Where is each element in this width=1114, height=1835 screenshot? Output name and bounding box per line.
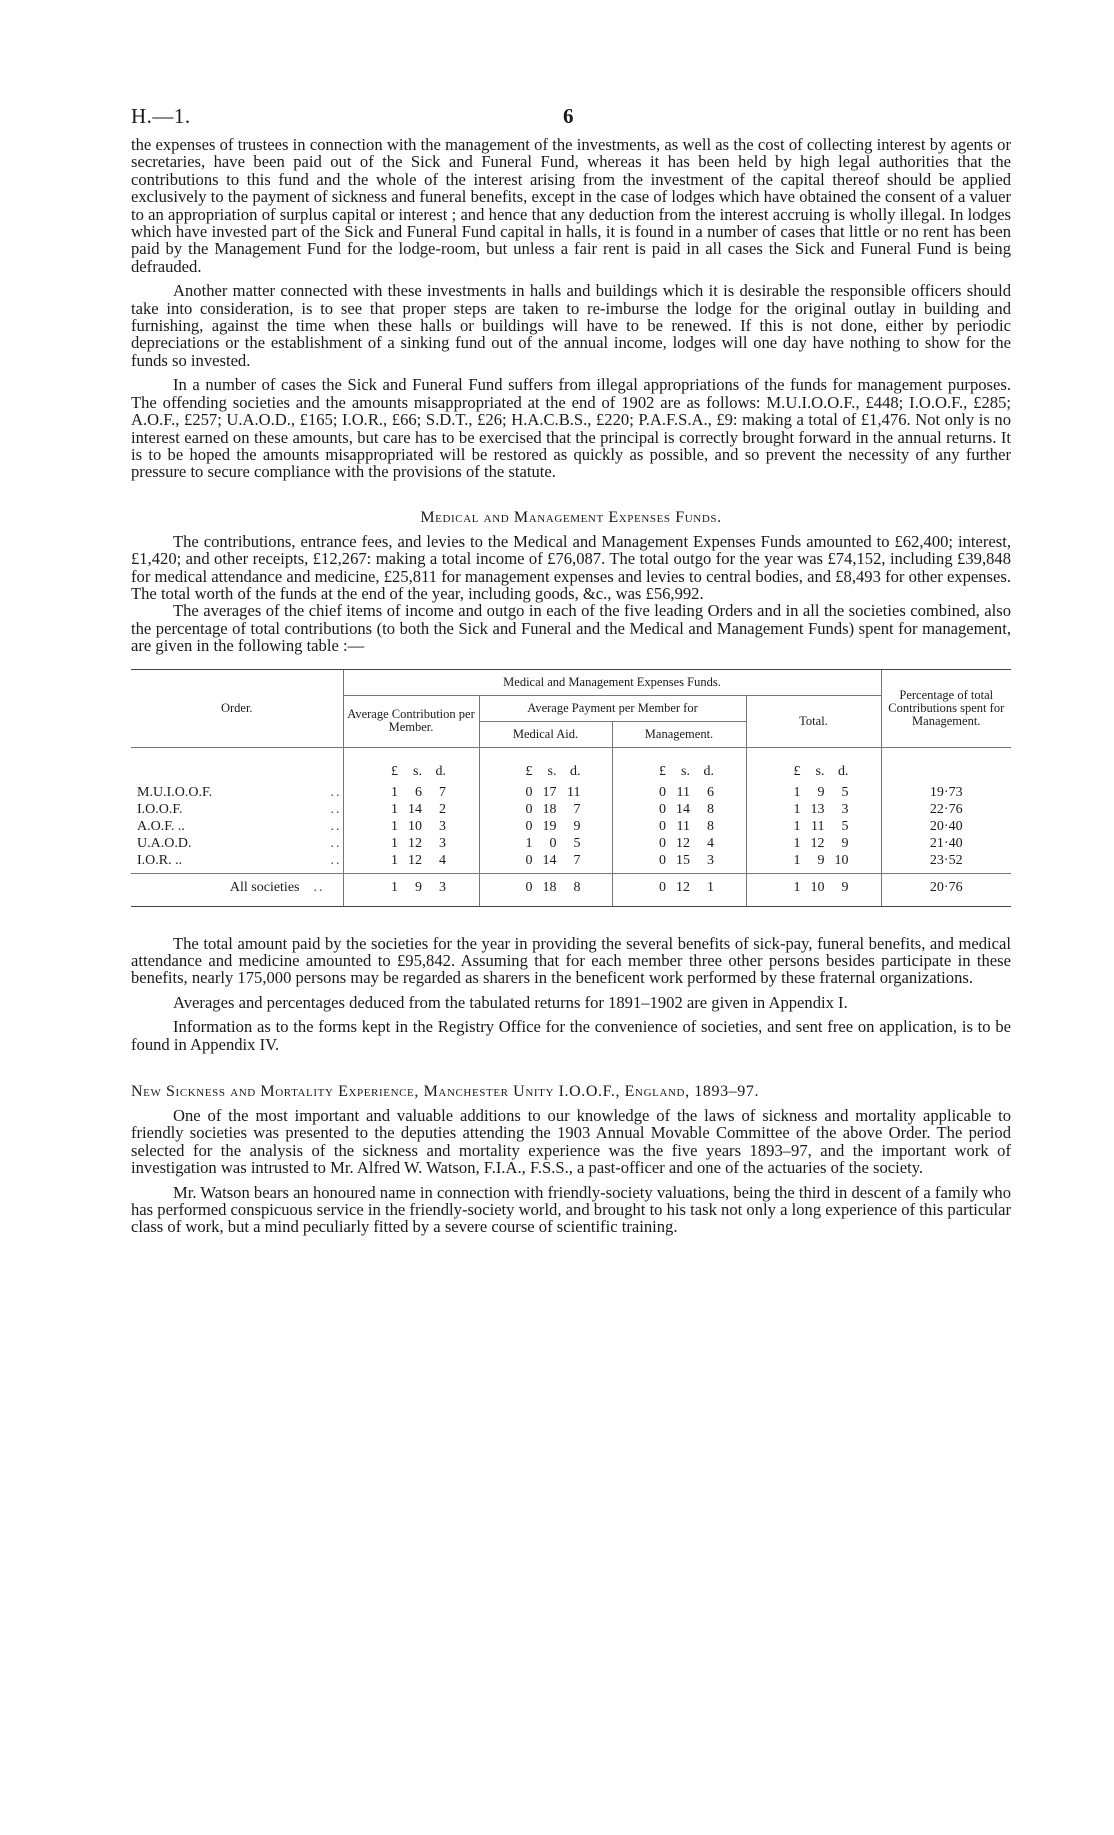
section-heading-medical: Medical and Management Expenses Funds. [420, 508, 722, 526]
header-average-payment: Average Payment per Member for [479, 695, 746, 721]
amount-pence: 7 [439, 784, 446, 800]
page-number: 6 [563, 104, 574, 128]
amount-shillings: 13 [810, 801, 825, 817]
amount-contribution [348, 835, 475, 852]
dot-leader: .. [330, 835, 342, 851]
amount-pounds: 1 [793, 835, 801, 851]
dot-leader: .. [330, 852, 342, 868]
amount-shillings: 12 [408, 852, 422, 868]
amount-shillings: 9 [415, 879, 422, 895]
paragraph-sickness-2: Mr. Watson bears an honoured name in connection with friendly-society valuations, being the third in descent of a family who has performed conspicuous service in the friendly-society world, and brought to his task not only a long experience of this particular class of work, but a mind peculiarly fitted by a severe course of scientific training. [131, 1182, 1011, 1237]
percentage-value: 20·40 [929, 818, 963, 834]
amount-pence: 7 [573, 801, 581, 817]
page-header [131, 96, 1011, 136]
dot-leader: .. [330, 818, 342, 834]
amount-pence: 3 [439, 879, 446, 895]
unit-shilling: s. [547, 763, 557, 779]
amount-pounds: 0 [659, 879, 666, 895]
unit-pound: £ [391, 763, 398, 779]
amount-pounds: 1 [391, 852, 398, 868]
unit-shilling: s. [815, 763, 825, 779]
amount-contribution [348, 852, 475, 869]
paragraph-after-table-2: Averages and percentages deduced from the tabulated returns for 1891–1902 are given in Appendix I. [173, 992, 848, 1012]
order-name [137, 818, 342, 835]
amount-management [617, 835, 742, 852]
all-medical [479, 873, 612, 906]
header-medical-aid: Medical Aid. [479, 721, 612, 747]
header-management: Management. [612, 721, 746, 747]
order-label: I.O.R. .. [137, 852, 183, 868]
amount-pence: 10 [834, 852, 849, 868]
amount-shillings: 18 [542, 879, 557, 895]
document-page [131, 96, 1011, 1243]
all-total [746, 873, 881, 906]
percentage-value: 22·76 [929, 801, 963, 817]
amount-shillings: 14 [676, 801, 690, 817]
all-societies-name: All societies [229, 879, 300, 895]
amount-pence: 1 [707, 879, 714, 895]
dot-leader: .. [313, 879, 325, 895]
amount-pence: 8 [573, 879, 581, 895]
amount-shillings: 9 [817, 784, 825, 800]
amount-shillings: 19 [542, 818, 557, 834]
percentage-value: 21·40 [929, 835, 963, 851]
all-societies-label [131, 873, 343, 906]
amount-pence: 11 [567, 784, 581, 800]
amount-contribution [348, 801, 475, 818]
amount-total [751, 801, 877, 818]
amount-medical [484, 835, 608, 852]
unit-shilling: s. [413, 763, 422, 779]
unit-pence: d. [838, 763, 849, 779]
amount-pounds: 0 [659, 818, 666, 834]
amount-management [617, 801, 742, 818]
amount-pounds: 0 [659, 801, 666, 817]
amount-shillings: 11 [676, 818, 690, 834]
amount-contribution [348, 784, 475, 801]
amount-pence: 5 [841, 818, 849, 834]
header-total: Total. [746, 695, 881, 747]
amount-medical [484, 818, 608, 835]
percentage-value: 19·73 [929, 784, 963, 800]
amount-medical [484, 852, 608, 869]
unit-pence: d. [570, 763, 581, 779]
table-body-rows [131, 780, 1011, 874]
averages-table [131, 669, 1011, 907]
amount-pounds: 1 [793, 879, 801, 895]
amount-pounds: 0 [525, 784, 533, 800]
amount-pounds: 0 [525, 818, 533, 834]
percentage-value: 23·52 [929, 852, 963, 868]
amount-shillings: 14 [408, 801, 422, 817]
order-label: U.A.O.D. [137, 835, 192, 851]
amount-contribution [348, 818, 475, 835]
amount-management [617, 784, 742, 801]
amount-shillings: 12 [408, 835, 422, 851]
all-contribution [343, 873, 479, 906]
amount-shillings: 12 [676, 835, 690, 851]
amount-shillings: 0 [549, 835, 557, 851]
amount-pence: 6 [707, 784, 714, 800]
amount-pence: 3 [707, 852, 714, 868]
amount-pounds: 0 [659, 784, 666, 800]
order-label: M.U.I.O.O.F. [137, 784, 213, 800]
amount-pence: 8 [707, 801, 714, 817]
unit-pound: £ [659, 763, 666, 779]
dot-leader: .. [330, 801, 342, 817]
amount-pence: 9 [841, 835, 849, 851]
amount-pence: 7 [573, 852, 581, 868]
medical-column [479, 780, 612, 874]
amount-shillings: 10 [810, 879, 825, 895]
amount-pence: 9 [573, 818, 581, 834]
all-societies-row [131, 873, 1011, 906]
amount-pence: 9 [841, 879, 849, 895]
amount-pence: 5 [573, 835, 581, 851]
dot-leader: .. [330, 784, 342, 800]
document-reference: H.—1. [131, 104, 191, 128]
order-name [137, 852, 342, 869]
amount-pounds: 1 [391, 835, 398, 851]
amount-pounds: 0 [525, 852, 533, 868]
amount-shillings: 15 [676, 852, 690, 868]
amount-medical [484, 801, 608, 818]
amount-pence: 2 [439, 801, 446, 817]
amount-shillings: 18 [542, 801, 557, 817]
amount-pounds: 1 [391, 784, 398, 800]
order-name [137, 835, 342, 852]
amount-total [751, 852, 877, 869]
amount-management [617, 818, 742, 835]
order-name [137, 784, 342, 801]
paragraph-after-table-3: Information as to the forms kept in the Registry Office for the convenience of societies, and sent free on application, is to be found in Appendix IV. [131, 1017, 1011, 1054]
amount-pence: 4 [439, 852, 446, 868]
header-group-medical-management: Medical and Management Expenses Funds. [343, 670, 881, 696]
amount-pounds: 0 [525, 801, 533, 817]
section-heading-sickness: New Sickness and Mortality Experience, Manchester Unity I.O.O.F., England, 1893–97. [131, 1083, 760, 1100]
paragraph-intro-1: the expenses of trustees in connection with the management of the investments, as well as the cost of collecting interest by agents or secretaries, have been paid out of the Sick and Funeral Fund, whereas it has been held by high legal authorities that the contributions to this fund and the whole of the interest arising from the investment of the capital thereof should be applied exclusively to the payment of sickness and funeral benefits, except in the case of lodges which have obtained the consent of a valuer to an appropriation of surplus capital or interest ; and hence that any deduction from the interest accruing is wholly illegal. In lodges which have invested part of the Sick and Funeral Fund capital in halls, it is found in a number of cases that little or no rent has been paid by the Management Fund for the lodge-room, but unless a fair rent is paid in all cases the Sick and Funeral Fund is being defrauded. [131, 135, 1011, 276]
paragraph-intro-3: In a number of cases the Sick and Funeral Fund suffers from illegal appropriations of the funds for management purposes. The offending societies and the amounts misappropriated at the end of 1902 are as follows: M.U.I.O.O.F., £448; I.O.O.F., £285; A.O.F., £257; U.A.O.D., £165; I.O.R., £66; S.D.T., £26; H.A.C.B.S., £220; P.A.F.S.A., £9: making a total of £1,476. Not only is no interest earned on these amounts, but care has to be exercised that the principal is correctly brought forward in the annual returns. It is to be hoped the amounts misappropriated will be restored as quickly as possible, and so prevent the necessity of any further pressure to secure compliance with the provisions of the statute. [131, 375, 1011, 482]
amount-shillings: 14 [542, 852, 557, 868]
unit-pound: £ [793, 763, 801, 779]
amount-pence: 3 [841, 801, 849, 817]
amount-shillings: 6 [415, 784, 422, 800]
percentage-column [881, 780, 1011, 874]
order-column [131, 780, 343, 874]
paragraph-medical-1: The contributions, entrance fees, and levies to the Medical and Management Expenses Funds amounted to £62,400; interest, £1,420; and other receipts, £12,267: making a total income of £76,087. The total outgo for the year was £74,152, including £39,848 for medical attendance and medicine, £25,811 for management expenses and levies to central bodies, and £8,493 for other expenses. The total worth of the funds at the end of the year, including goods, &c., was £56,992. [131, 531, 1011, 603]
amount-pounds: 1 [391, 879, 398, 895]
amount-shillings: 11 [811, 818, 825, 834]
averages-table-grid [131, 670, 1011, 906]
amount-shillings: 17 [542, 784, 557, 800]
amount-pounds: 0 [525, 879, 533, 895]
amount-pence: 8 [707, 818, 714, 834]
unit-pound: £ [525, 763, 533, 779]
header-average-contribution: Average Contribution per Member. [343, 695, 479, 747]
paragraph-intro-2: Another matter connected with these investments in halls and buildings which it is desirable the responsible officers should take into consideration, is to see that proper steps are taken to re-imburse the lodge for the original outlay in building and furnishing, against the time when these halls or buildings will have to be renewed. If this is not done, either by periodic depreciations or the establishment of a sinking fund out of the annual income, lodges will one day have nothing to show for the funds so invested. [131, 281, 1011, 370]
total-column [746, 780, 881, 874]
amount-shillings: 12 [676, 879, 690, 895]
amount-management [617, 852, 742, 869]
amount-pounds: 0 [659, 835, 666, 851]
order-label: I.O.O.F. [137, 801, 183, 817]
unit-pence: d. [703, 763, 714, 779]
all-management [612, 873, 746, 906]
amount-pounds: 1 [793, 852, 801, 868]
amount-medical [484, 784, 608, 801]
amount-shillings: 11 [676, 784, 690, 800]
contribution-column [343, 780, 479, 874]
amount-pounds: 1 [793, 818, 801, 834]
amount-shillings: 10 [408, 818, 422, 834]
header-percentage: Percentage of total Contributions spent for Management. [881, 670, 1011, 748]
order-label: A.O.F. .. [137, 818, 185, 834]
amount-shillings: 12 [810, 835, 825, 851]
amount-pounds: 1 [391, 818, 398, 834]
amount-pounds: 1 [391, 801, 398, 817]
units-row [131, 747, 1011, 780]
management-column [612, 780, 746, 874]
order-name [137, 801, 342, 818]
amount-pence: 5 [841, 784, 849, 800]
amount-pounds: 1 [525, 835, 533, 851]
amount-pounds: 1 [793, 801, 801, 817]
unit-shilling: s. [681, 763, 690, 779]
paragraph-medical-2: The averages of the chief items of income and outgo in each of the five leading Orders and in all the societies combined, also the percentage of total contributions (to both the Sick and Funeral and the Medical and Management Funds) spent for management, are given in the following table :— [131, 601, 1011, 656]
unit-pence: d. [435, 763, 446, 779]
amount-pence: 3 [439, 835, 446, 851]
amount-total [751, 784, 877, 801]
all-percentage: 20·76 [881, 873, 1011, 906]
amount-pounds: 1 [793, 784, 801, 800]
paragraph-sickness-1: One of the most important and valuable additions to our knowledge of the laws of sickness and mortality applicable to friendly societies was presented to the deputies attending the 1903 Annual Movable Committee of the above Order. The period selected for the analysis of the sickness and mortality experience was the five years 1893–97, and the important work of investigation was intrusted to Mr. Alfred W. Watson, F.I.A., F.S.S., a past-officer and one of the actuaries of the society. [131, 1106, 1011, 1178]
amount-total [751, 835, 877, 852]
amount-total [751, 818, 877, 835]
amount-pounds: 0 [659, 852, 666, 868]
amount-pence: 4 [707, 835, 714, 851]
amount-pence: 3 [439, 818, 446, 834]
amount-shillings: 9 [817, 852, 825, 868]
paragraph-after-table-1: The total amount paid by the societies for the year in providing the several benefits of sick-pay, funeral benefits, and medical attendance and medicine amounted to £95,842. Assuming that for each member three other persons besides participate in these benefits, nearly 175,000 persons may be regarded as sharers in the beneficent work performed by these fraternal organizations. [131, 933, 1011, 988]
header-order: Order. [220, 700, 253, 715]
